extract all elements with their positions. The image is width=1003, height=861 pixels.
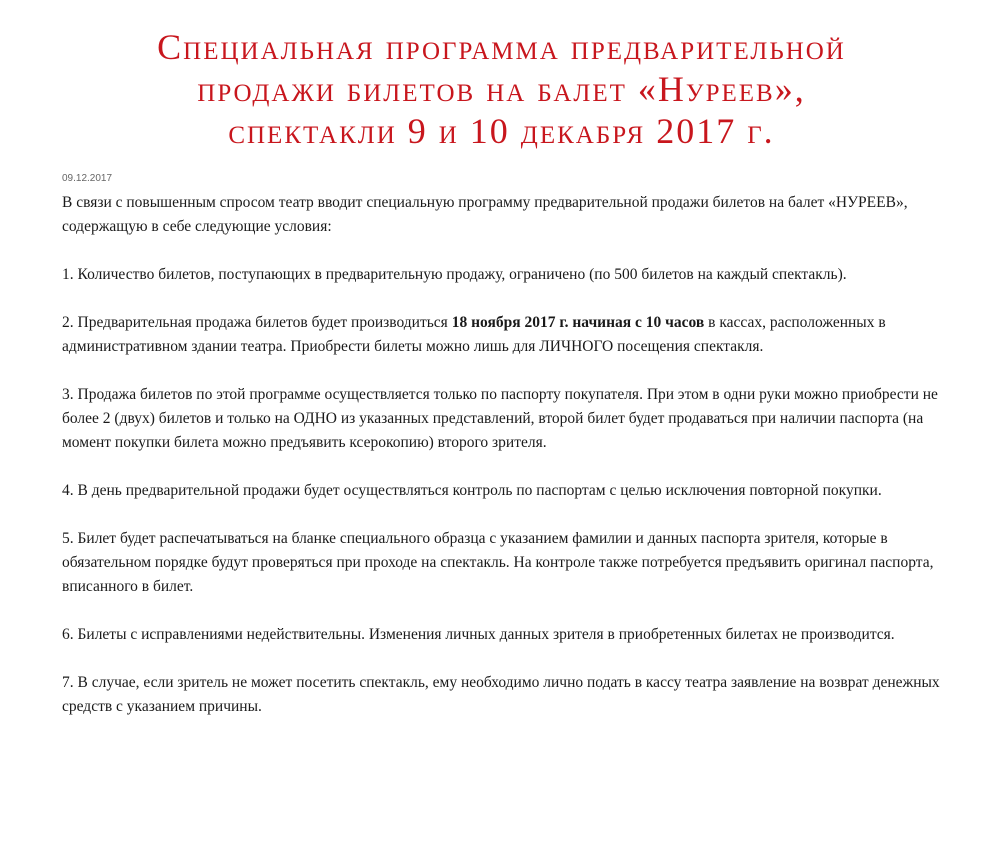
condition-item-4: 4. В день предварительной продажи будет осуществляться контроль по паспортам с целью исключения повторной покупки. bbox=[62, 482, 882, 499]
condition-item-6: 6. Билеты с исправлениями недействительны. Изменения личных данных зрителя в приобретенных билетах не производится. bbox=[62, 626, 895, 643]
title-line-3: спектакли 9 и 10 декабря 2017 г. bbox=[228, 111, 775, 151]
article-body bbox=[62, 191, 952, 743]
title-line-1: Специальная программа предварительной bbox=[157, 27, 846, 67]
condition-item-2-bold: 18 ноября 2017 г. начиная с 10 часов bbox=[451, 314, 705, 331]
condition-item-7: 7. В случае, если зритель не может посетить спектакль, ему необходимо лично подать в кассу театра заявление на возврат денежных средств с указанием причины. bbox=[62, 674, 940, 715]
condition-item-2-after: в кассах, расположенных в административном здании театра. Приобрести билеты можно лишь для ЛИЧНОГО посещения спектакля. bbox=[62, 314, 886, 355]
condition-item-2-before: 2. Предварительная продажа билетов будет производиться bbox=[62, 314, 452, 331]
intro-paragraph: В связи с повышенным спросом театр вводит специальную программу предварительной продажи билетов на балет «НУРЕЕВ», содержащую в себе следующие условия: bbox=[62, 194, 908, 235]
condition-item-3: 3. Продажа билетов по этой программе осуществляется только по паспорту покупателя. При этом в одни руки можно приобрести не более 2 (двух) билетов и только на ОДНО из указанных представлений, второй билет будет продаваться при наличии паспорта (на момент покупки билета можно предъявить ксерокопию) второго зрителя. bbox=[62, 386, 938, 451]
title-line-2: продажи билетов на балет «Нуреев», bbox=[197, 69, 806, 109]
page-title bbox=[20, 26, 983, 152]
condition-item-5: 5. Билет будет распечатываться на бланке специального образца с указанием фамилии и данных паспорта зрителя, которые в обязательном порядке будут проверяться при проходе на спектакль. На контроле также потребуется предъявить оригинал паспорта, вписанного в билет. bbox=[62, 530, 934, 595]
publication-date: 09.12.2017 bbox=[62, 173, 113, 184]
condition-item-2 bbox=[62, 311, 952, 359]
condition-item-1: 1. Количество билетов, поступающих в предварительную продажу, ограничено (по 500 билетов на каждый спектакль). bbox=[62, 266, 847, 283]
